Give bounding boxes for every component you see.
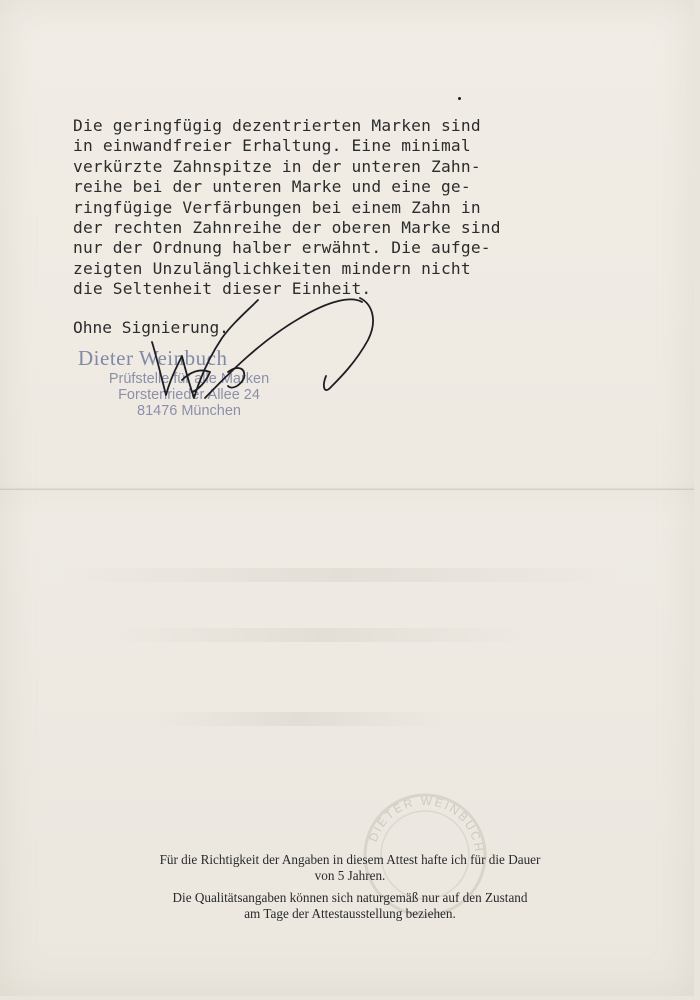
body-line: Die geringfügig dezentrierten Marken sind <box>73 116 481 135</box>
body-line: die Seltenheit dieser Einheit. <box>73 279 372 299</box>
body-line: ringfügige Verfärbungen bei einem Zahn in <box>73 197 481 217</box>
footer-line-quality: Die Qualitätsangaben können sich naturgemäß nur auf den Zustand <box>172 890 528 905</box>
body-line: zeigten Unzulänglichkeiten mindern nicht <box>73 258 471 278</box>
paper-fold <box>0 488 694 491</box>
stamp-line-office: Prüfstelle für alle Marken <box>108 371 270 387</box>
seal-text: DIETER WEINBUCH <box>365 793 487 854</box>
body-line: der rechten Zahnreihe der oberen Marke sind <box>73 218 501 238</box>
show-through-mark <box>60 568 620 582</box>
body-line: nur der Ordnung halber erwähnt. Die aufge- <box>73 238 491 258</box>
footer-line-liability: Für die Richtigkeit der Angaben in diesem Attest hafte ich für die Dauer <box>159 852 541 867</box>
footer-line-duration: von 5 Jahren. <box>314 868 386 883</box>
body-line: in einwandfreier Erhaltung. Eine minimal <box>73 136 471 156</box>
show-through-mark <box>110 628 530 642</box>
closing-line: Ohne Signierung. <box>73 318 229 337</box>
ink-dot <box>458 97 461 100</box>
stamp-line-city: 81476 München <box>137 403 241 419</box>
examiner-stamp <box>74 346 304 419</box>
show-through-mark <box>150 712 450 726</box>
body-line: verkürzte Zahnspitze in der unteren Zahn- <box>73 156 481 176</box>
footer-line-date: am Tage der Attestausstellung beziehen. <box>244 906 456 921</box>
body-line: reihe bei der unteren Marke und eine ge- <box>73 177 471 197</box>
letter-body <box>73 116 593 300</box>
stamp-name: Dieter Weinbuch <box>78 346 228 370</box>
stamp-line-street: Forstenrieder Allee 24 <box>118 387 260 403</box>
attest-footer <box>110 852 590 928</box>
